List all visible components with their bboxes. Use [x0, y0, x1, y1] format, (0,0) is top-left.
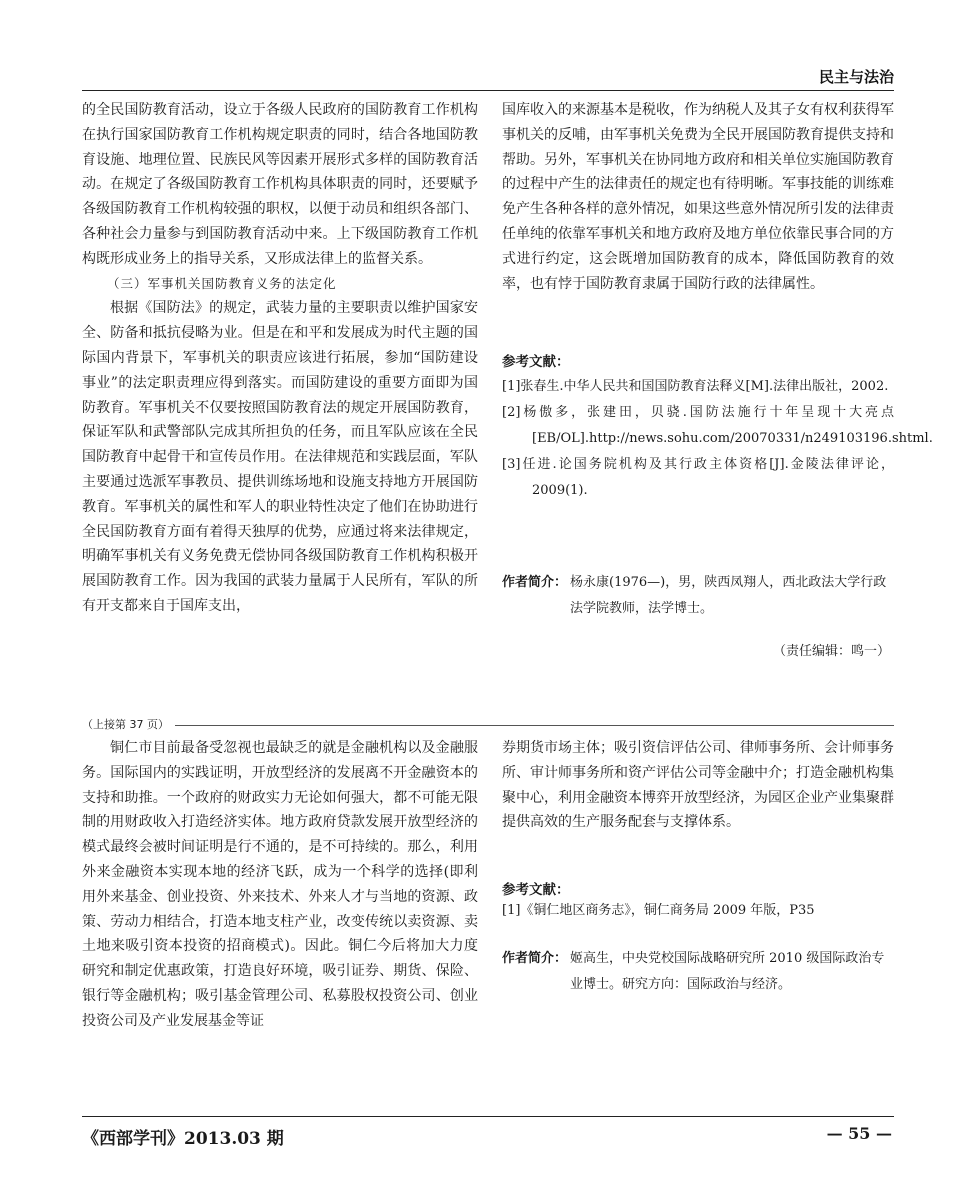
continued-from-label: （上接第 37 页）: [82, 716, 175, 732]
top-left-paragraph-1: 的全民国防教育活动，设立于各级人民政府的国防教育工作机构在执行国家国防教育工作机构规定职责的同时，结合各地国防教育设施、地理位置、民族民风等因素开展形式多样的国防教育活动。在规定了各级国防教育工作机构具体职责的同时，还要赋予各级国防教育工作机构较强的职权，以便于动员和组织各部门、各种社会力量参与到国防教育活动中来。上下级国防教育工作机构既形成业务上的指导关系，又形成法律上的监督关系。: [82, 102, 478, 267]
section-title: 民主与法治: [818, 68, 894, 86]
bottom-right-paragraph: 券期货市场主体；吸引资信评估公司、律师事务所、会计师事务所、审计师事务所和资产评估公司等金融中介；打造金融机构集聚中心，利用金融资本博弈开放型经济，为园区企业产业集聚群提供高效的生产服务配套与支撑体系。: [502, 740, 894, 831]
top-references-list: [502, 374, 933, 504]
author-label: 作者简介：: [502, 575, 568, 590]
page-number: — 55 —: [826, 1124, 892, 1143]
bottom-left-paragraph: 铜仁市目前最备受忽视也最缺乏的就是金融机构以及金融服务。国际国内的实践证明，开放型经济的发展离不开金融资本的支持和助推。一个政府的财政实力无论如何强大，都不可能无限制的用财政收入打造经济实体。地方政府贷款发展开放型经济的模式最终会被时间证明是行不通的，是不可持续的。那么，利用外来金融资本实现本地的经济飞跃，成为一个科学的选择(即利用外来基金、创业投资、外来技术、外来人才与当地的资源、政策、劳动力相结合，打造本地支柱产业，改变传统以卖资源、卖土地来吸引资本投资的招商模式)。因此。铜仁今后将加大力度研究和制定优惠政策，打造良好环境，吸引证券、期货、保险、银行等金融机构；吸引基金管理公司、私募股权投资公司、创业投资公司及产业发展基金等证: [82, 740, 478, 1029]
footer-rule: [82, 1116, 894, 1117]
journal-issue: 《西部学刊》2013.03 期: [82, 1129, 284, 1149]
top-left-paragraph-2: 根据《国防法》的规定，武装力量的主要职责以维护国家安全、防备和抵抗侵略为业。但是在和平和发展成为时代主题的国际国内背景下，军事机关的职责应该进行拓展，参加“国防建设事业”的法定职责理应得到落实。而国防建设的重要方面即为国防教育。军事机关不仅要按照国防教育法的规定开展国防教育，保证军队和武警部队完成其所担负的任务，而且军队应该在全民国防教育中起骨干和宣传员作用。在法律规范和实践层面，军队主要通过选派军事教员、提供训练场地和设施支持地方开展国防教育。军事机关的属性和军人的职业特性决定了他们在协助进行全民国防教育方面有着得天独厚的优势，应通过将来法律规定，明确军事机关有义务免费无偿协同各级国防教育工作机构积极开展国防教育工作。因为我国的武装力量属于人民所有，军队的所有开支都来自于国库支出，: [82, 300, 478, 614]
top-author-bio: [502, 570, 894, 622]
bottom-right-column: [502, 736, 894, 835]
top-left-column: [82, 98, 478, 619]
author-text: 杨永康(1976—)，男，陕西凤翔人，西北政法大学行政法学院教师，法学博士。: [570, 575, 887, 616]
author-label: 作者简介：: [502, 951, 568, 966]
reference-item: [3]任进.论国务院机构及其行政主体资格[J].金陵法律评论，2009(1).: [502, 457, 894, 498]
top-references-title: 参考文献：: [502, 354, 570, 370]
reference-item: [2]杨傲多，张建田，贝骁.国防法施行十年呈现十大亮点[EB/OL].http://news.sohu.com/20070331/n249103196.shtml.: [502, 405, 933, 446]
subsection-heading: （三）军事机关国防教育义务的法定化: [107, 275, 337, 291]
top-right-column: [502, 98, 894, 296]
author-text: 姬高生，中央党校国际战略研究所 2010 级国际政治专业博士。研究方向：国际政治与经济。: [570, 951, 885, 992]
bottom-references-list: [502, 898, 894, 924]
bottom-author-bio: [502, 946, 894, 998]
bottom-left-column: [82, 736, 478, 1034]
top-right-paragraph: 国库收入的来源基本是税收，作为纳税人及其子女有权利获得军事机关的反哺，由军事机关免费为全民开展国防教育提供支持和帮助。另外，军事机关在协同地方政府和相关单位实施国防教育的过程中产生的法律责任的规定也有待明晰。军事技能的训练难免产生各种各样的意外情况，如果这些意外情况所引发的法律责任单纯的依靠军事机关和地方政府及地方单位依靠民事合同的方式进行约定，这会既增加国防教育的成本，降低国防教育的效率，也有悖于国防教育隶属于国防行政的法律属性。: [502, 102, 894, 292]
continuation-rule: [82, 725, 894, 726]
reference-item: [1]《铜仁地区商务志》，铜仁商务局 2009 年版，P35: [502, 903, 815, 918]
header-rule: [82, 90, 894, 91]
bottom-references-title: 参考文献：: [502, 882, 570, 898]
editor-note: （责任编辑：鸣一）: [772, 644, 890, 659]
reference-item: [1]张春生.中华人民共和国国防教育法释义[M].法律出版社，2002.: [502, 379, 889, 394]
